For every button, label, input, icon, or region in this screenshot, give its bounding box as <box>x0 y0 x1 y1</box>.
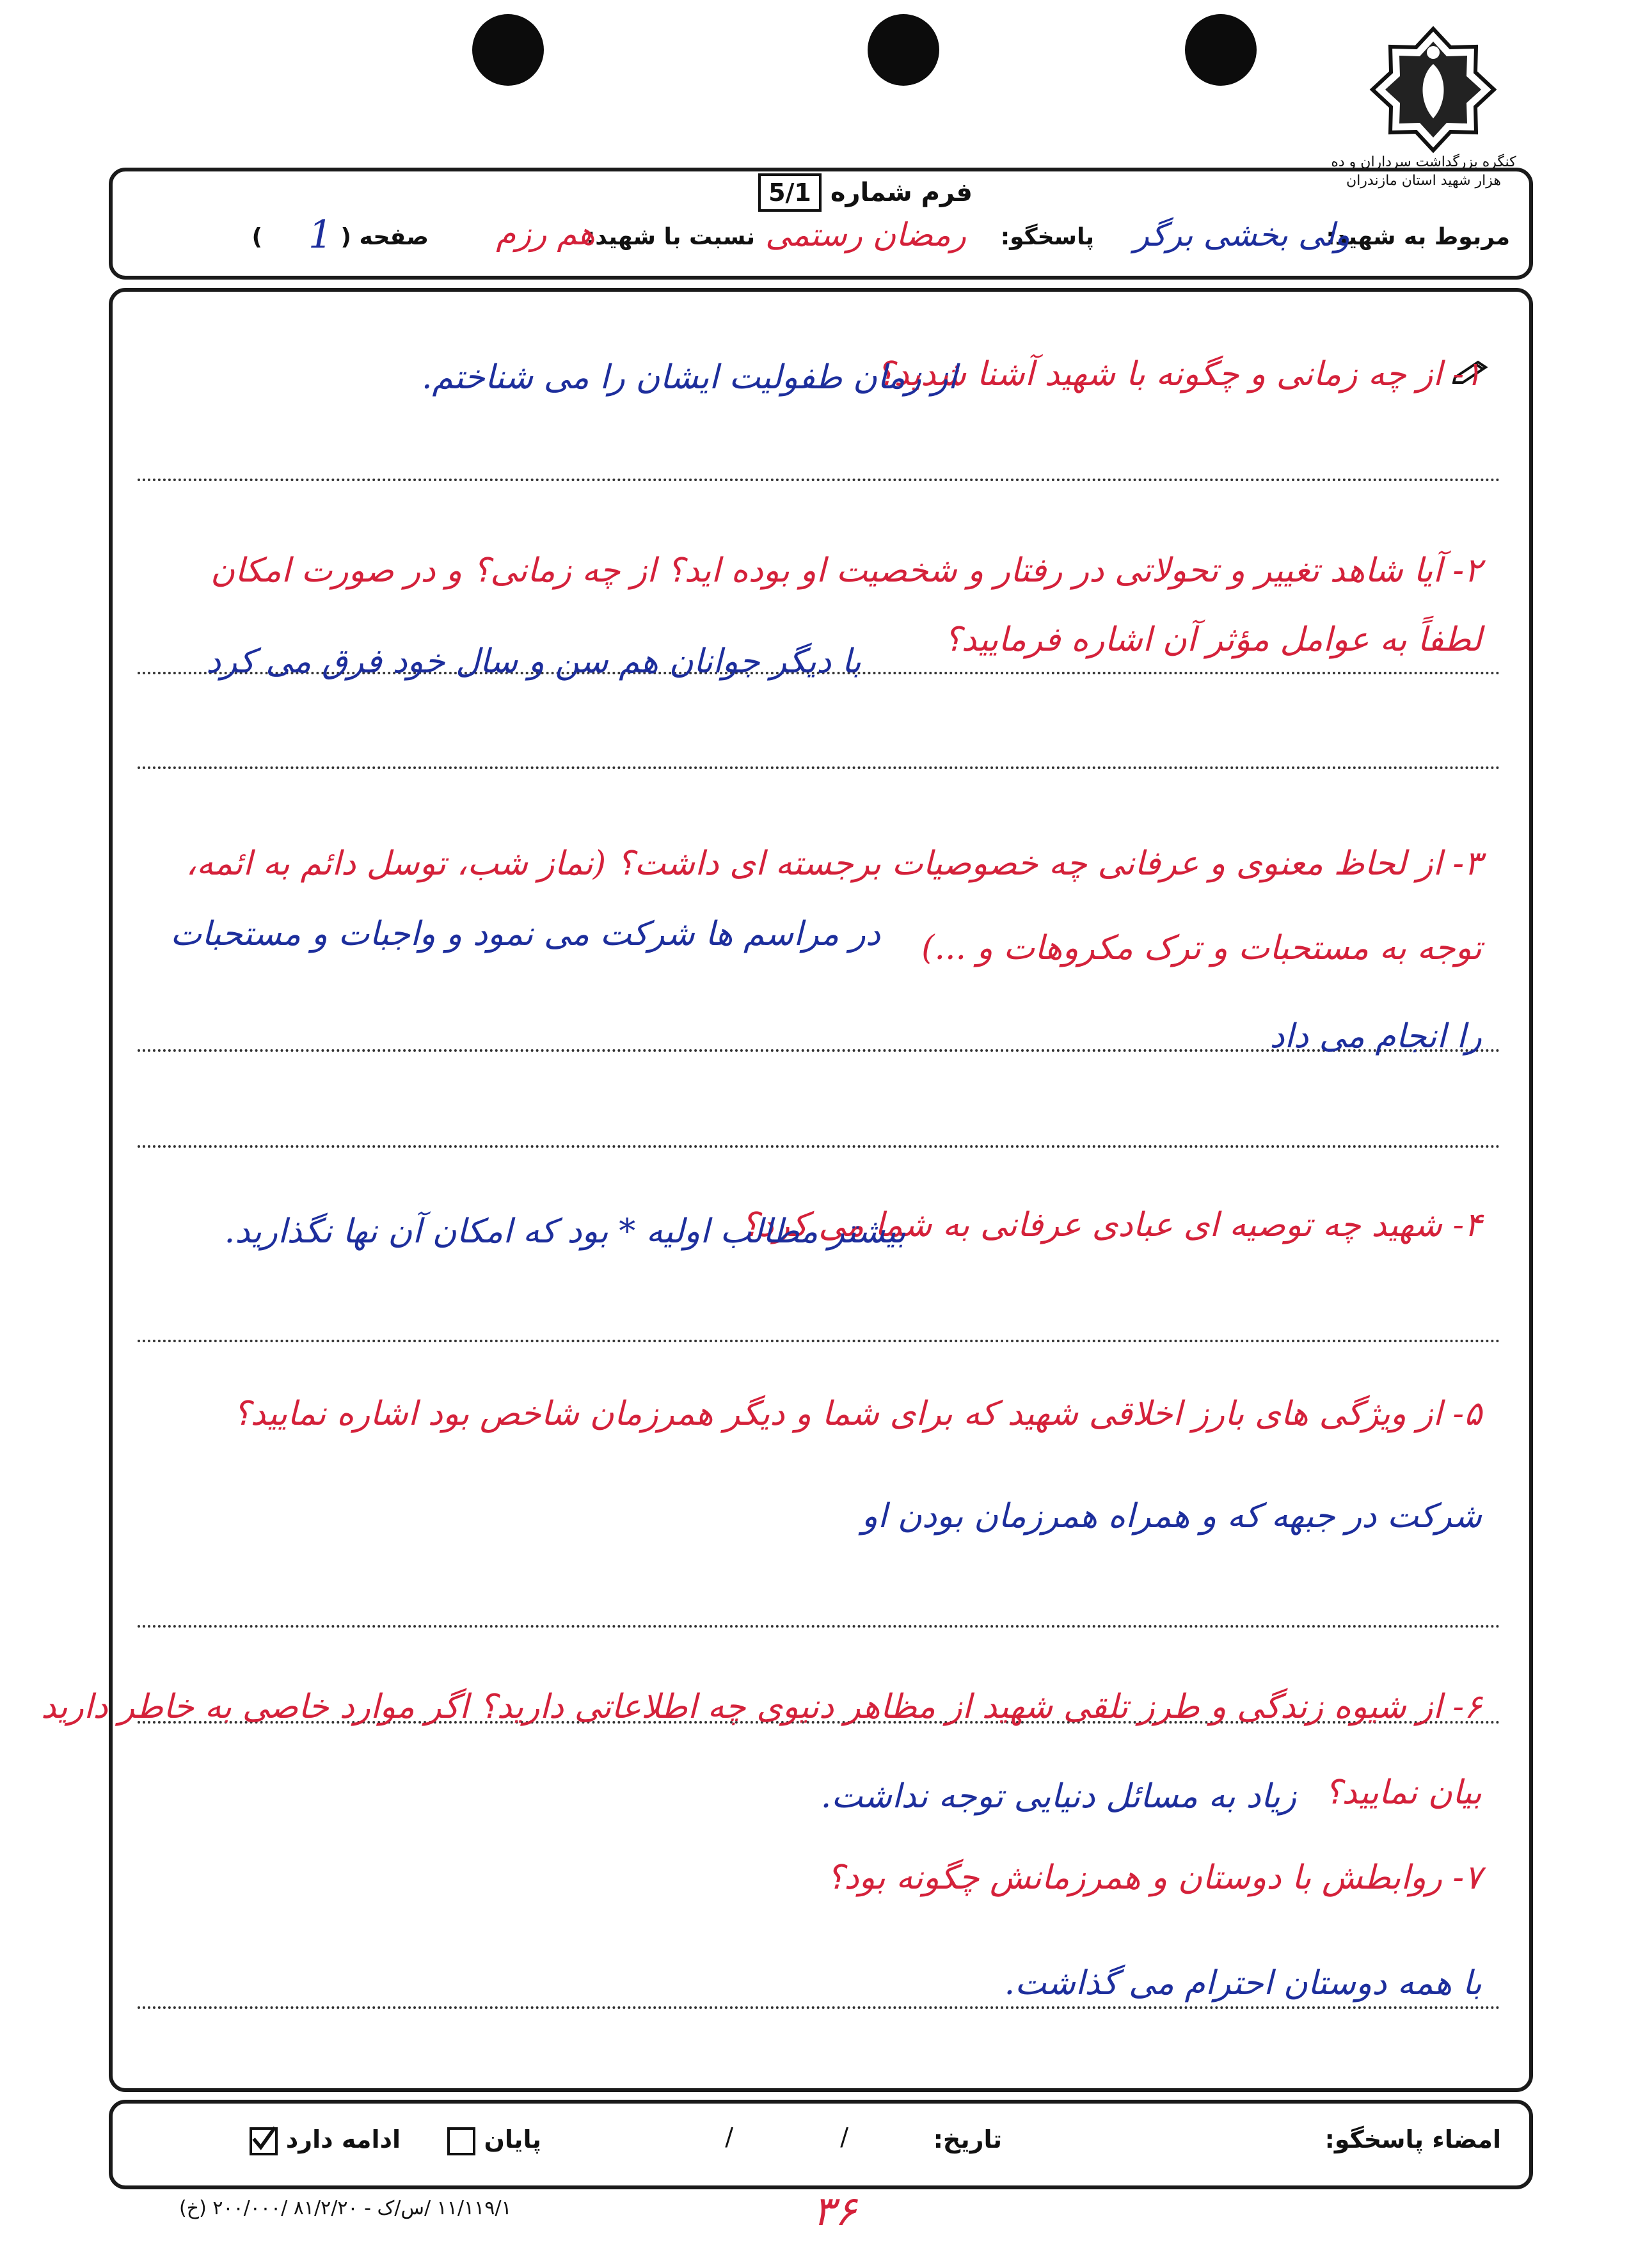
relation-value[interactable]: هم رزم <box>496 215 595 252</box>
page-value[interactable]: 1 <box>308 212 333 257</box>
question-6: ۶- از شیوه زندگی و طرز تلقی شهید از مظاهر دنیوی چه اطلاعاتی دارید؟ اگر موارد خاصی به خاطر دارید <box>41 1688 1482 1726</box>
page-label: صفحه ( <box>340 224 429 250</box>
answer-3-line-2[interactable]: را انجام می داد <box>1269 1017 1482 1056</box>
answer-6[interactable]: زیاد به مسائل دنیایی توجه نداشت. <box>820 1777 1296 1816</box>
continues-checkbox[interactable] <box>250 2127 278 2155</box>
martyr-label: مربوط به شهید: <box>1326 224 1510 250</box>
checkmark-icon <box>251 2126 276 2152</box>
continues-option[interactable] <box>243 2125 401 2155</box>
question-3-cont: توجه به مستحبات و ترک مکروهات و ...) <box>921 929 1482 967</box>
answer-rule <box>138 1340 1500 1342</box>
question-1: ۱- از چه زمانی و چگونه با شهید آشنا شدید؟ <box>876 355 1482 393</box>
end-option[interactable] <box>441 2125 541 2155</box>
answer-4[interactable]: بیشتر مطالب اولیه * بود که امکان آن نها نگذارید. <box>224 1212 906 1251</box>
question-5: ۵- از ویژگی های بارز اخلاقی شهید که برای شما و دیگر همرزمان شاخص بود اشاره نمایید؟ <box>233 1395 1482 1433</box>
signature-label: امضاء پاسخگو: <box>1324 2125 1501 2153</box>
form-title <box>704 173 973 212</box>
answer-5[interactable]: شرکت در جبهه که و همراه همرزمان بودن او <box>861 1497 1482 1535</box>
date-slash: / <box>840 2123 848 2151</box>
punch-hole <box>1185 14 1257 86</box>
answer-7[interactable]: با همه دوستان احترام می گذاشت. <box>1004 1964 1482 2002</box>
form-code: ۱۱/۱۱۹/۱ /س/ک - ۸۱/۲/۲۰ /۲۰۰/۰۰۰ (خ) <box>179 2197 512 2219</box>
answer-rule <box>138 479 1500 481</box>
form-number: 5/1 <box>758 173 822 212</box>
punch-hole <box>472 14 544 86</box>
respondent-label: پاسخگو: <box>1000 224 1094 250</box>
answer-rule <box>138 2006 1500 2009</box>
end-checkbox[interactable] <box>447 2127 475 2155</box>
relation-label: نسبت با شهید: <box>585 224 755 250</box>
respondent-value[interactable]: رمضان رستمی <box>765 216 966 253</box>
page-mark: ۳۶ <box>813 2188 857 2235</box>
question-4: ۴- شهید چه توصیه ای عبادی عرفانی به شما می کرد؟ <box>741 1206 1482 1244</box>
answer-rule <box>138 1145 1500 1148</box>
answer-rule <box>138 766 1500 769</box>
form-label: فرم شماره <box>830 178 973 207</box>
question-6-cont: بیان نمایید؟ <box>1324 1773 1482 1812</box>
page-close: ) <box>251 224 262 250</box>
continues-label: ادامه دارد <box>285 2125 401 2153</box>
date-slash: / <box>725 2123 733 2151</box>
logo-caption: کنگره بزرگداشت سرداران و ده هزار شهید استان مازندران <box>1331 154 1516 189</box>
answer-rule <box>138 1625 1500 1628</box>
question-2-cont: لطفاً به عوامل مؤثر آن اشاره فرمایید؟ <box>944 621 1482 659</box>
answer-2[interactable]: با دیگر جوانان هم سن و سال خود فرق می کرد <box>206 642 861 681</box>
answer-1[interactable]: از زمان طفولیت ایشان را می شناختم. <box>421 358 957 397</box>
answer-3-line-1[interactable]: در مراسم ها شرکت می نمود و واجبات و مستحبات <box>170 915 880 953</box>
question-3: ۳- از لحاظ معنوی و عرفانی چه خصوصیات برجسته ای داشت؟ (نماز شب، توسل دائم به ائمه، <box>186 845 1482 883</box>
end-label: پایان <box>484 2125 541 2153</box>
date-label: تاریخ: <box>933 2125 1002 2153</box>
martyr-value[interactable]: ولی بخشی برگر <box>1133 216 1350 253</box>
punch-hole <box>868 14 939 86</box>
question-7: ۷- روابطش با دوستان و همرزمانش چگونه بود؟ <box>826 1859 1482 1897</box>
question-2: ۲- آیا شاهد تغییر و تحولاتی در رفتار و شخصیت او بوده اید؟ از چه زمانی؟ و در صورت امکان <box>211 551 1482 590</box>
header-fields <box>147 212 1510 269</box>
